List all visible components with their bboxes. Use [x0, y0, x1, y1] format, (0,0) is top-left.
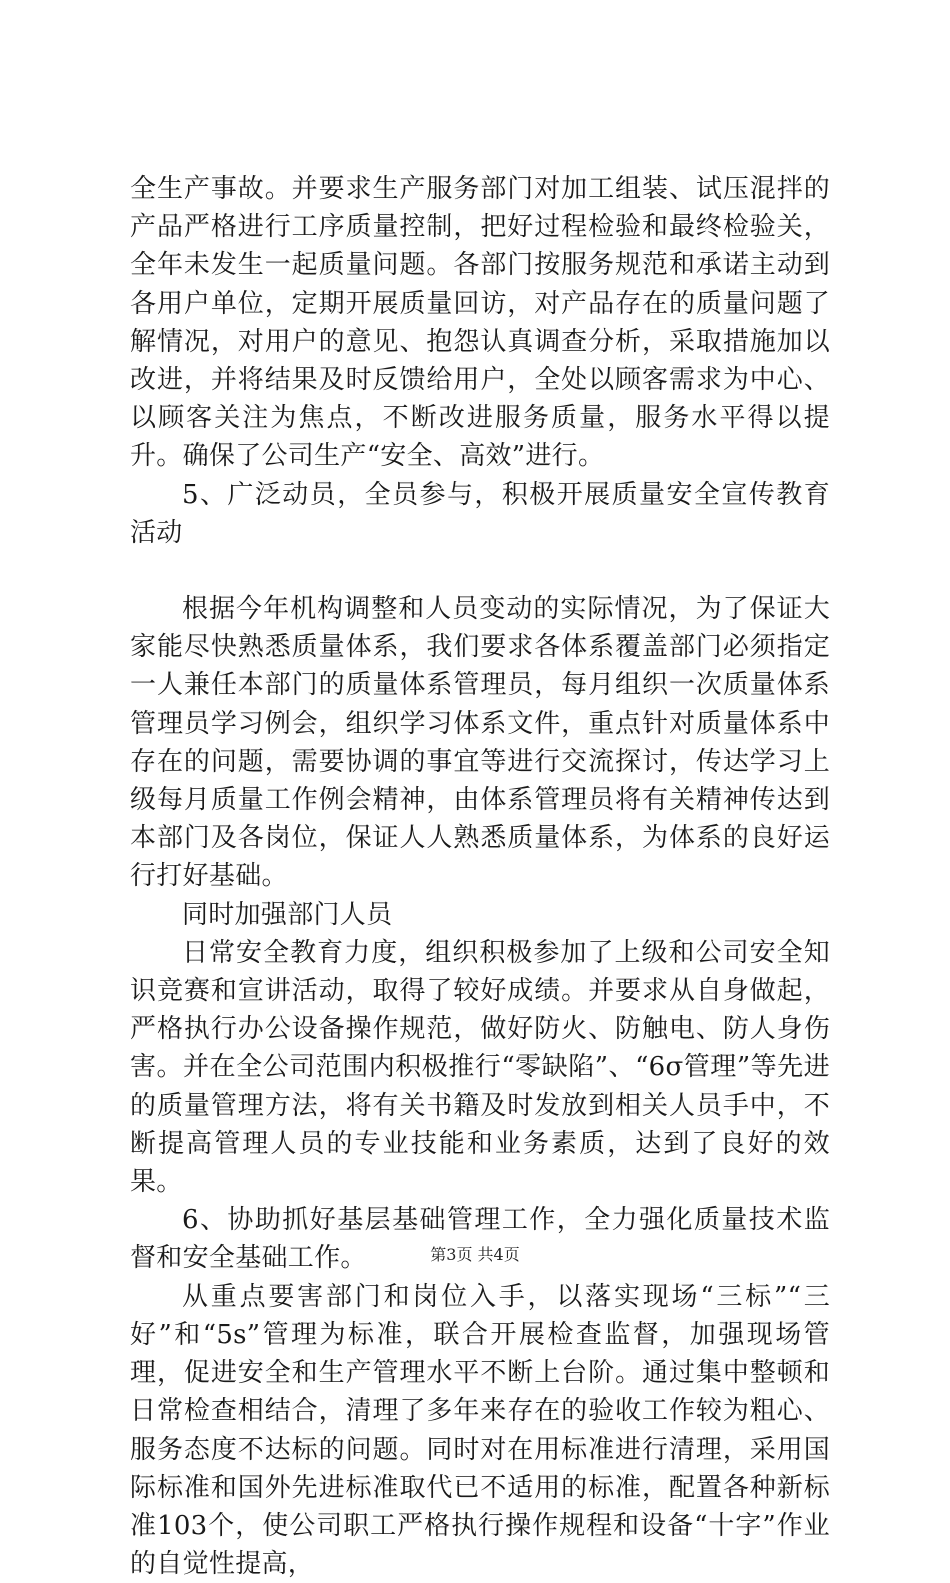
paragraph-site-management: 从重点要害部门和岗位入手，以落实现场“三标”“三好”和“5s”管理为标准，联合开展检查监督，加强现场管理，促进安全和生产管理水平不断上台阶。通过集中整顿和日常检查相结合，清理了多年来存在的验收工作较为粗心、服务态度不达标的问题。同时对在用标准进行清理，采用国际标准和国外先进标准取代已不适用的标准，配置各种新标准103个，使公司职工严格执行操作规程和设备“十字”作业的自觉性提高， — [130, 1281, 830, 1580]
section-heading-6: 6、协助抓好基层基础管理工作，全力强化质量技术监督和安全基础工作。 — [130, 1205, 830, 1274]
page-number-footer: 第3页 共4页 — [430, 1245, 520, 1264]
paragraph-continuation: 全生产事故。并要求生产服务部门对加工组装、试压混拌的产品严格进行工序质量控制，把好过程检验和最终检验关，全年未发生一起质量问题。各部门按服务规范和承诺主动到各用户单位，定期开展质量回访，对产品存在的质量问题了解情况，对用户的意见、抱怨认真调查分析，采取措施加以改进，并将结果及时反馈给用户，全处以顾客需求为中心、以顾客关注为焦点，不断改进服务质量，服务水平得以提升。确保了公司生产“安全、高效”进行。 — [130, 174, 830, 472]
section-heading-5: 5、广泛动员，全员参与，积极开展质量安全宣传教育活动 — [130, 479, 830, 548]
paragraph-quality-system: 根据今年机构调整和人员变动的实际情况，为了保证大家能尽快熟悉质量体系，我们要求各体系覆盖部门必须指定一人兼任本部门的质量体系管理员，每月组织一次质量体系管理员学习例会，组织学习体系文件，重点针对质量体系中存在的问题，需要协调的事宜等进行交流探讨，传达学习上级每月质量工作例会精神，由体系管理员将有关精神传达到本部门及各岗位，保证人人熟悉质量体系，为体系的良好运行打好基础。 — [130, 594, 830, 892]
document-body — [130, 170, 830, 1583]
paragraph-safety-education: 日常安全教育力度，组织积极参加了上级和公司安全知识竞赛和宣讲活动，取得了较好成绩。并要求从自身做起，严格执行办公设备操作规范，做好防火、防触电、防人身伤害。并在全公司范围内积极推行“零缺陷”、“6σ管理”等先进的质量管理方法，将有关书籍及时发放到相关人员手中，不断提高管理人员的专业技能和业务素质，达到了良好的效果。 — [130, 937, 830, 1198]
paragraph-strengthen-staff: 同时加强部门人员 — [182, 899, 393, 930]
